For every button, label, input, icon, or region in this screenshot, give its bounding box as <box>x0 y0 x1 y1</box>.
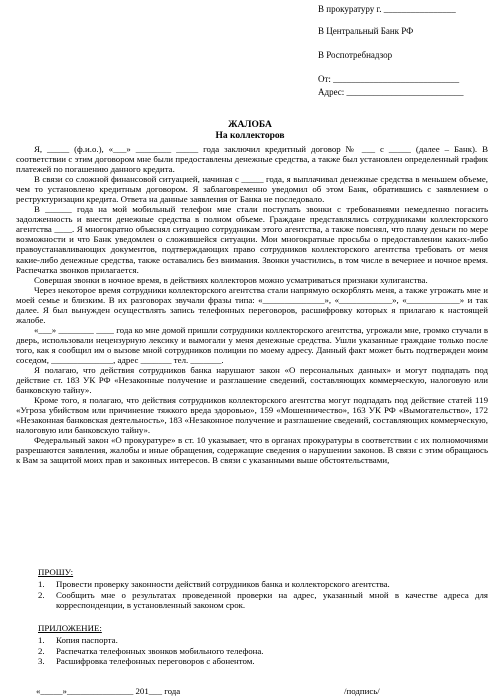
recipient-rospotrebnadzor: В Роспотребнадзор <box>318 50 393 60</box>
paragraph-home-visit: «___» ________ ____ года ко мне домой пришли сотрудники коллекторского агентства, угрожали мне, громко стучали в дверь, использовали нецензурную лексику и вымогали у меня денежные средства. Ушли указанные граждане только после того, как я сообщил им о вызове мной сотрудников полиции по моему адресу. Данный факт может быть подтвержден моим соседом, ______________, адрес _______ тел. _______. <box>16 324 488 365</box>
paragraph-financial-situation: В связи со сложной финансовой ситуацией, начиная с _____ года, я выплачивал денежные средства в меньшем объеме, чем то установлено кредитным договором. Я заблаговременно уведомил об этом Банк, обратившись с заявлением о реструктуризации кредита. Ответа на данные заявления от Банка не последовало. <box>16 174 488 205</box>
document-subtitle: На коллекторов <box>215 131 285 141</box>
recipient-prosecutor: В прокуратуру г. ________________ <box>318 4 456 14</box>
paragraph-hooliganism: Совершая звонки в ночное время, в действиях коллекторов можно усматриваться признаки хулиганства. <box>34 274 428 285</box>
request-item <box>18 579 488 589</box>
attachment-item-number: 1. <box>38 635 45 646</box>
signature-line: /подпись/ <box>344 686 380 696</box>
document-title: ЖАЛОБА <box>228 120 272 130</box>
attachment-item-text: Копия паспорта. <box>56 635 118 646</box>
attachment-item-text: Распечатка телефонных звонков мобильного телефона. <box>56 645 264 656</box>
paragraph-calls: В ______ года на мой мобильный телефон мне стали поступать звонки с требованиями немедленно погасить задолженность и внести денежные средства в полном объеме. Граждане представлялись сотрудниками коллекторского агентства ____. Я многократно объяснял ситуацию сотрудникам этого агентства, а также пояснял, что плачу деньги по мере возможности и что Банк уведомлен о сложившейся ситуации. Мои многократные просьбы о предоставлении каких-либо правоустанавливающих документов, подтверждающих право сотрудников коллекторского агентства требовать от меня какие-либо денежные средства, также оставались без внимания. Звонки участились, в том числе в вечернее и ночное время. Распечатка звонков прилагается. <box>16 204 488 275</box>
request-item-number: 1. <box>38 579 45 590</box>
sender-address-line: Адрес: __________________________ <box>318 87 464 97</box>
attachments-heading: ПРИЛОЖЕНИЕ: <box>38 623 102 633</box>
request-item-number: 2. <box>38 589 45 600</box>
paragraph-prosecutor-law: Федеральный закон «О прокуратуре» в ст. 10 указывает, что в органах прокуратуры в соответствии с их полномочиями разрешаются заявления, жалобы и иные обращения, содержащие сведения о нарушении законов. В связи с этим обращаюсь к Вам за защитой моих прав и законных интересов. В связи с указанными выше обстоятельствами, <box>16 435 488 466</box>
attachment-item <box>18 656 488 666</box>
request-item-text: Провести проверку законности действий сотрудников банка и коллекторского агентства. <box>56 579 390 590</box>
paragraph-personal-data: Я полагаю, что действия сотрудников банка нарушают закон «О персональных данных» и могут подпадать под действие ст. 183 УК РФ «Незаконные получение и разглашение сведений, составляющих коммерческую, налоговую или банковскую тайну». <box>16 365 488 396</box>
paragraph-threats: Через некоторое время сотрудники коллекторского агентства стали напрямую оскорблять меня, а также угрожать мне и моей семье и близким. В их разговорах звучали фразы типа: «______________», «____________», «____________» и так далее. Я был вынужден осуществлять запись телефонных переговоров, расшифровку которых я прилагаю к настоящей жалобе. <box>16 284 488 325</box>
paragraph-contract: Я, _____ (ф.и.о.), «___» ________ _____ года заключил кредитный договор № ___ с _____ (далее – Банк). В соответствии с этим договором мне были предоставлены денежные средства, а также был установлен определенный график платежей по погашению данного кредита. <box>16 144 488 175</box>
complaint-body <box>16 144 488 466</box>
sender-name-line: От: ____________________________ <box>318 74 460 84</box>
request-item <box>18 590 488 611</box>
attachment-item <box>18 635 488 645</box>
request-item-text: Сообщить мне о результатах проведенной проверки на адрес, указанный мной в качестве адреса для корреспонденции, в установленный законом срок. <box>56 589 488 610</box>
attachment-item-text: Расшифровка телефонных переговоров с абонентом. <box>56 655 255 666</box>
request-heading: ПРОШУ: <box>38 567 74 577</box>
attachment-item-number: 2. <box>38 645 45 656</box>
request-section <box>18 567 488 610</box>
paragraph-criminal-articles: Кроме того, я полагаю, что действия сотрудников коллекторского агентства могут подпадать под действие статей 119 «Угроза убийством или причинение тяжкого вреда здоровью», 159 «Мошенничество», 163 УК РФ «Вымогательство», 172 «Незаконная банковская деятельность», 183 «Незаконное получение и разглашение сведений, составляющих коммерческую, налоговую или банковскую тайну». <box>16 395 488 436</box>
attachment-item-number: 3. <box>38 655 45 666</box>
signature-date: «_____»_______________ 201___ года <box>36 686 181 696</box>
attachments-section <box>18 623 488 666</box>
recipient-central-bank: В Центральный Банк РФ <box>318 26 414 36</box>
attachment-item <box>18 646 488 656</box>
